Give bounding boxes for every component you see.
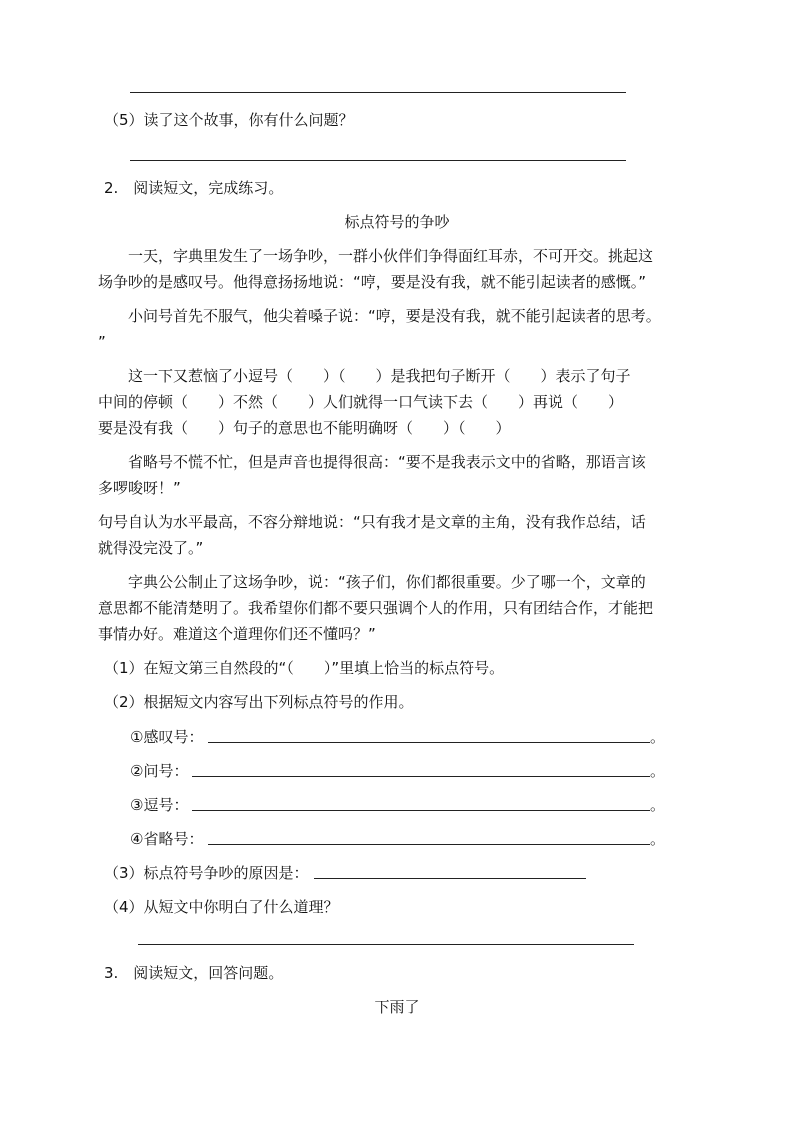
paragraph-line: 场争吵的是感叹号。他得意扬扬地说：“哼，要是没有我，就不能引起读者的感慨。” [98,273,647,291]
answer-line[interactable] [130,92,626,93]
paragraph-line: ” [98,333,106,351]
item-end: 。 [650,830,666,848]
paragraph-line: 多啰唆呀！” [98,479,181,497]
question-text: （5）读了这个故事，你有什么问题？ [104,111,354,129]
answer-line[interactable] [130,160,626,161]
passage-title: 标点符号的争吵 [344,213,450,231]
answer-line[interactable] [138,944,634,945]
paragraph-line: 句号自认为水平最高，不容分辩地说：“只有我才是文章的主角，没有我作总结，话 [98,513,646,531]
paragraph-line: 意思都不能清楚明了。我希望你们都不要只强调个人的作用，只有团结合作，才能把 [98,599,654,617]
answer-line[interactable] [314,878,586,879]
item-label: ③逗号： [130,796,189,814]
question-text: （1）在短文第三自然段的“（ ）”里填上恰当的标点符号。 [104,659,505,677]
item-end: 。 [650,728,666,746]
passage-title: 下雨了 [374,998,420,1016]
answer-line[interactable] [208,844,650,845]
paragraph-line: 就得没完没了。” [98,539,204,557]
paragraph-line: 要是没有我（ ）句子的意思也不能明确呀（ ）（ ） [98,419,511,437]
paragraph-line: 字典公公制止了这场争吵，说：“孩子们，你们都很重要。少了哪一个，文章的 [128,573,646,591]
section-heading: 2. 阅读短文，完成练习。 [104,179,284,197]
paragraph-line: 中间的停顿（ ）不然（ ）人们就得一口气读下去（ ）再说（ ） [98,393,624,411]
item-label: ②问号： [130,762,189,780]
paragraph-line: 小问号首先不服气，他尖着嗓子说：“哼，要是没有我，就不能引起读者的思考。 [128,307,661,325]
paragraph-line: 这一下又惹恼了小逗号（ ）（ ）是我把句子断开（ ）表示了句子 [128,367,631,385]
item-end: 。 [650,762,666,780]
paragraph-line: 省略号不慌不忙，但是声音也提得很高：“要不是我表示文中的省略，那语言该 [128,453,646,471]
section-heading: 3. 阅读短文，回答问题。 [104,964,284,982]
question-text: （3）标点符号争吵的原因是： [104,864,309,882]
item-label: ①感叹号： [130,728,204,746]
question-text: （4）从短文中你明白了什么道理？ [104,898,339,916]
question-text: （2）根据短文内容写出下列标点符号的作用。 [104,693,414,711]
answer-line[interactable] [208,742,650,743]
item-end: 。 [650,796,666,814]
paragraph-line: 一天，字典里发生了一场争吵，一群小伙伴们争得面红耳赤，不可开交。挑起这 [128,247,654,265]
item-label: ④省略号： [130,830,204,848]
answer-line[interactable] [192,810,650,811]
paragraph-line: 事情办好。难道这个道理你们还不懂吗？” [98,625,376,643]
answer-line[interactable] [192,776,650,777]
